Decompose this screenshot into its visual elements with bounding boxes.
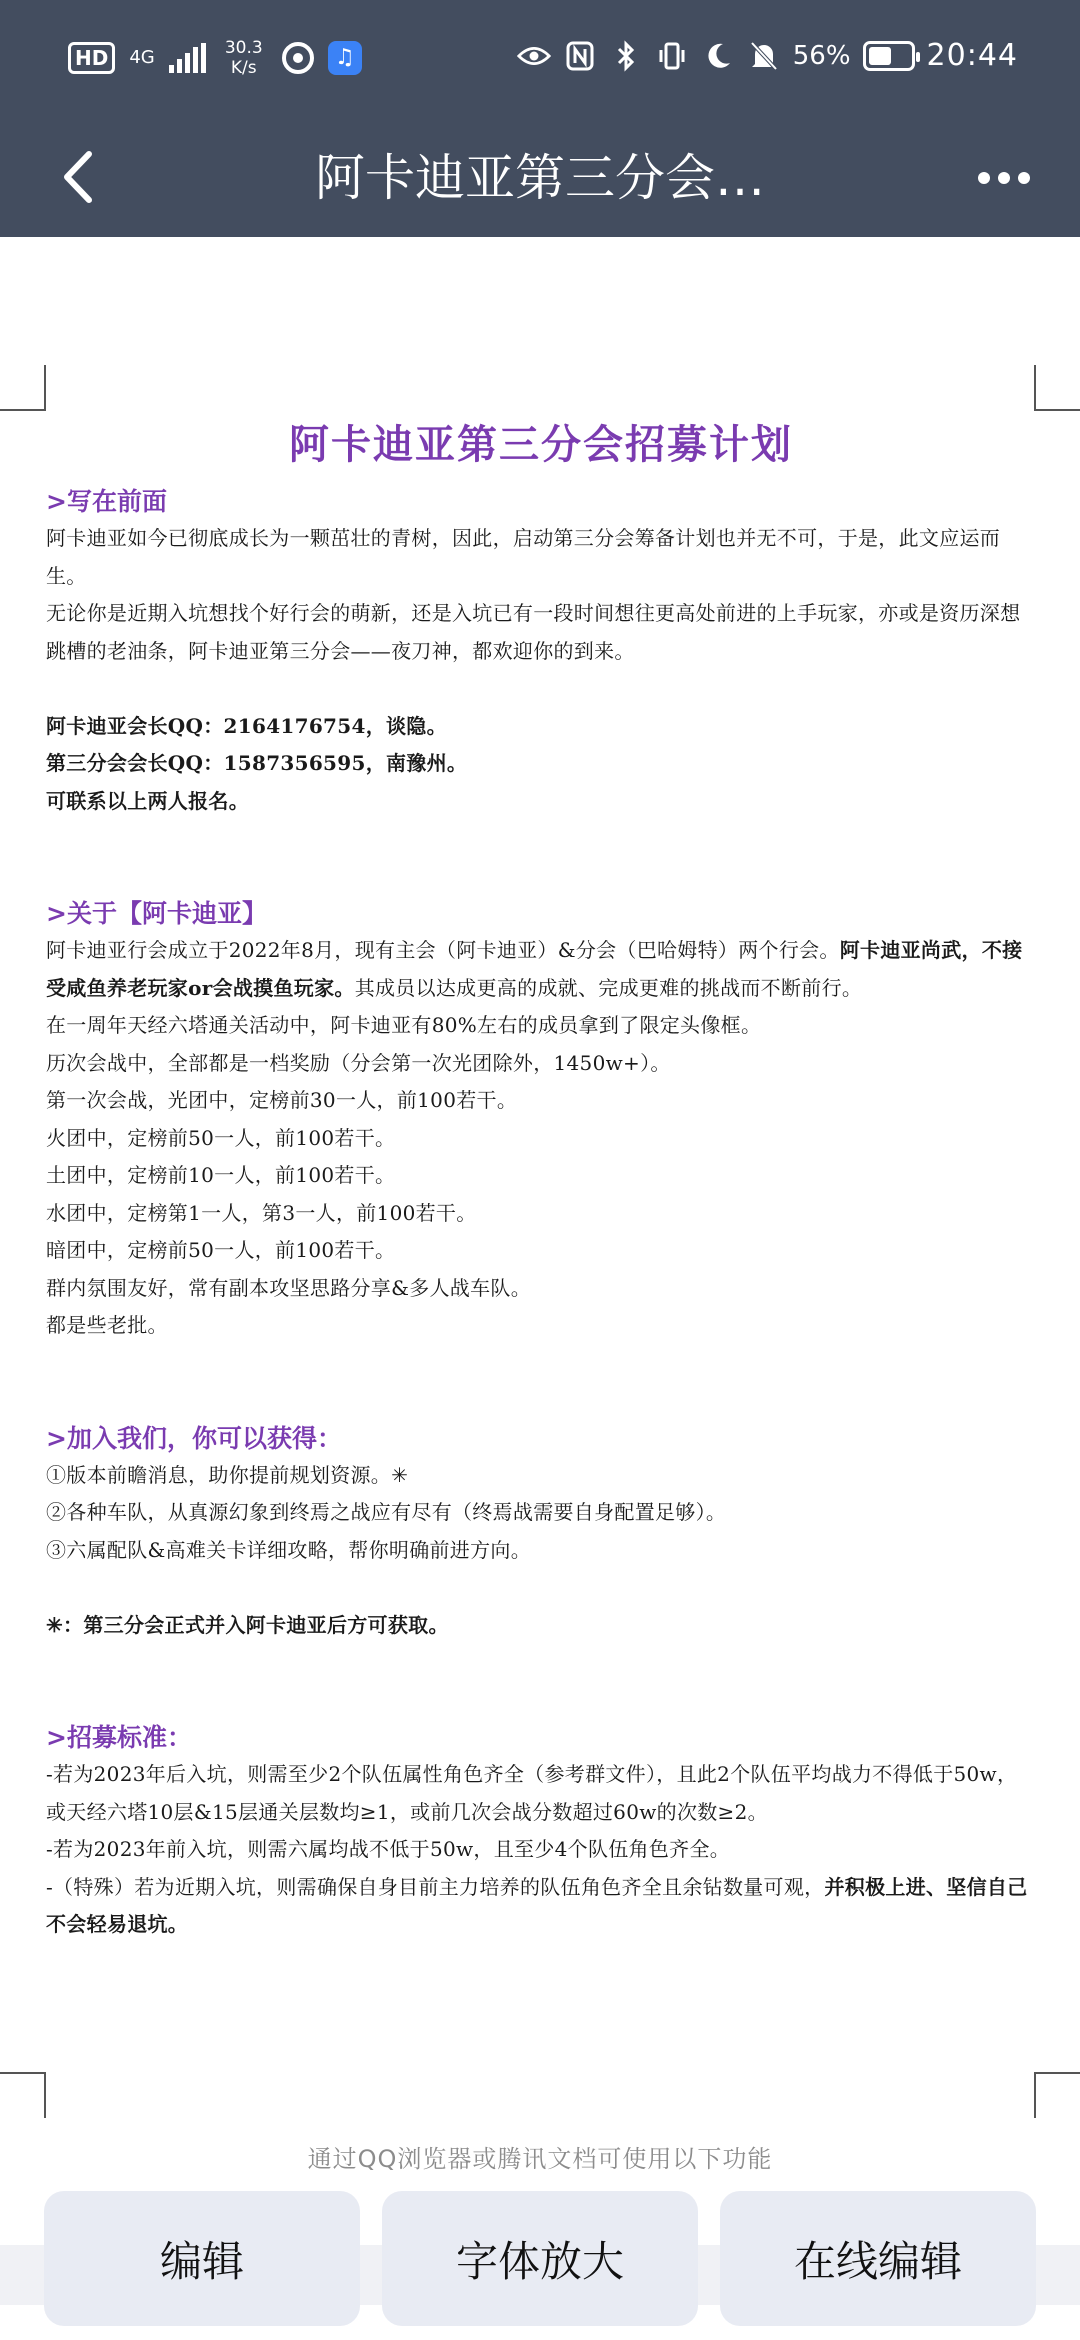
- page-corner-mark: [0, 2072, 46, 2118]
- page-corner-mark: [0, 365, 46, 411]
- paragraph: 都是些老批。: [46, 1313, 168, 1337]
- battery-icon: [863, 41, 915, 71]
- hd-badge: HD: [68, 42, 115, 74]
- text-run: 阿卡迪亚行会成立于2022年8月，现有主会（阿卡迪亚）&分会（巴哈姆特）两个行会。: [46, 938, 840, 962]
- network-type: 4G: [129, 47, 155, 68]
- battery-fill: [869, 47, 891, 65]
- text-run: -（特殊）若为近期入坑，则需确保自身目前主力培养的队伍角色齐全且余钻数量可观，: [46, 1874, 825, 1899]
- more-dots-icon: [978, 172, 990, 184]
- document-page[interactable]: [0, 237, 1080, 2127]
- paragraph: 土团中，定榜前10一人，前100若干。: [46, 1163, 396, 1187]
- paragraph: 第一次会战，光团中，定榜前30一人，前100若干。: [46, 1088, 518, 1112]
- online-edit-button[interactable]: 在线编辑: [720, 2191, 1036, 2326]
- paragraph: 阿卡迪亚如今已彻底成长为一颗茁壮的青树，因此，启动第三分会筹备计划也并无不可，于是，此文应运而生。: [46, 526, 1001, 588]
- status-left: [68, 38, 362, 78]
- text-run: 其成员以达成更高的成就、完成更难的挑战而不断前行。: [354, 975, 863, 1000]
- status-time: 20:44: [926, 38, 1018, 73]
- feature-hint: 通过QQ浏览器或腾讯文档可使用以下功能: [307, 2145, 773, 2173]
- paragraph: -若为2023年后入坑，则需至少2个队伍属性角色齐全（参考群文件），且此2个队伍平均战力不得低于50w，或天经六塔10层&15层通关层数均≥1，或前几次会战分数超过60w的次数≥2。: [46, 1762, 1018, 1824]
- back-arrow-icon: [61, 150, 95, 204]
- paragraph: 历次会战中，全部都是一档奖励（分会第一次光团除外，1450w+）。: [46, 1050, 671, 1075]
- paragraph: [46, 1869, 1036, 1944]
- battery-percent: 56%: [792, 40, 851, 71]
- list-item: ②各种车队，从真源幻象到终焉之战应有尽有（终焉战需要自身配置足够）。: [46, 1500, 727, 1524]
- bold-text-run: 并积极上进、坚信自己不会轻易退坑。: [46, 1874, 1028, 1936]
- moon-icon: [701, 39, 735, 73]
- paragraph: 水团中，定榜第1一人，第3一人，前100若干。: [46, 1200, 477, 1225]
- paragraph: 火团中，定榜前50一人，前100若干。: [46, 1125, 396, 1150]
- list-item: ①版本前瞻消息，助你提前规划资源。✳: [46, 1462, 409, 1487]
- footnote: ✳：第三分会正式并入阿卡迪亚后方可获取。: [46, 1612, 449, 1637]
- section-heading: >加入我们，你可以获得：: [46, 1423, 342, 1453]
- status-right: [517, 38, 1018, 73]
- bluetooth-icon: [609, 39, 643, 73]
- speed-value: 30.3: [224, 38, 263, 58]
- bell-off-icon: [747, 39, 781, 73]
- back-button[interactable]: [48, 142, 108, 212]
- paragraph: 无论你是近期入坑想找个好行会的萌新，还是入坑已有一段时间想往更高处前进的上手玩家，亦或是资历深想跳槽的老油条，阿卡迪亚第三分会——夜刀神，都欢迎你的到来。: [46, 601, 1021, 663]
- contact-line: 第三分会会长QQ：1587356595，南豫州。: [46, 751, 468, 775]
- vibrate-icon: [655, 39, 689, 73]
- page-title: 阿卡迪亚第三分会…: [315, 149, 765, 207]
- font-enlarge-button[interactable]: 字体放大: [382, 2191, 698, 2326]
- status-bar: [0, 0, 1080, 120]
- eye-icon: [517, 39, 551, 73]
- bold-text-run: 阿卡迪亚尚武，不接受咸鱼养老玩家or会战摸鱼玩家。: [46, 938, 1023, 1000]
- bottom-action-bar: [0, 2127, 1080, 2340]
- top-bar: [0, 0, 1080, 237]
- document-title: 阿卡迪亚第三分会招募计划: [289, 421, 793, 468]
- contact-line: 可联系以上两人报名。: [46, 788, 249, 813]
- section-heading: >关于【阿卡迪亚】: [46, 899, 267, 928]
- document-body: [46, 415, 1036, 1944]
- paragraph: 在一周年天经六塔通关活动中，阿卡迪亚有80%左右的成员拿到了限定头像框。: [46, 1013, 762, 1037]
- paragraph: [46, 932, 1036, 1007]
- paragraph: 暗团中，定榜前50一人，前100若干。: [46, 1238, 396, 1262]
- paragraph: 群内氛围友好，常有副本攻坚思路分享&多人战车队。: [46, 1275, 532, 1300]
- more-menu-button[interactable]: [954, 146, 1054, 210]
- paragraph: -若为2023年前入坑，则需六属均战不低于50w，且至少4个队伍角色齐全。: [46, 1837, 731, 1861]
- edit-button[interactable]: 编辑: [44, 2191, 360, 2326]
- nfc-icon: [563, 39, 597, 73]
- page-corner-mark: [1034, 365, 1080, 411]
- section-heading: >招募标准：: [46, 1723, 192, 1752]
- network-speed: [220, 38, 268, 78]
- app-icon: [282, 42, 314, 74]
- music-app-icon: ♫: [328, 41, 362, 75]
- section-heading: >写在前面: [46, 487, 167, 516]
- speed-unit: K/s: [230, 58, 257, 78]
- title-bar: [0, 120, 1080, 237]
- signal-icon: [169, 43, 206, 73]
- list-item: ③六属配队&高难关卡详细攻略，帮你明确前进方向。: [46, 1537, 532, 1562]
- contact-line: 阿卡迪亚会长QQ：2164176754，谈隐。: [46, 713, 447, 738]
- page-corner-mark: [1034, 2072, 1080, 2118]
